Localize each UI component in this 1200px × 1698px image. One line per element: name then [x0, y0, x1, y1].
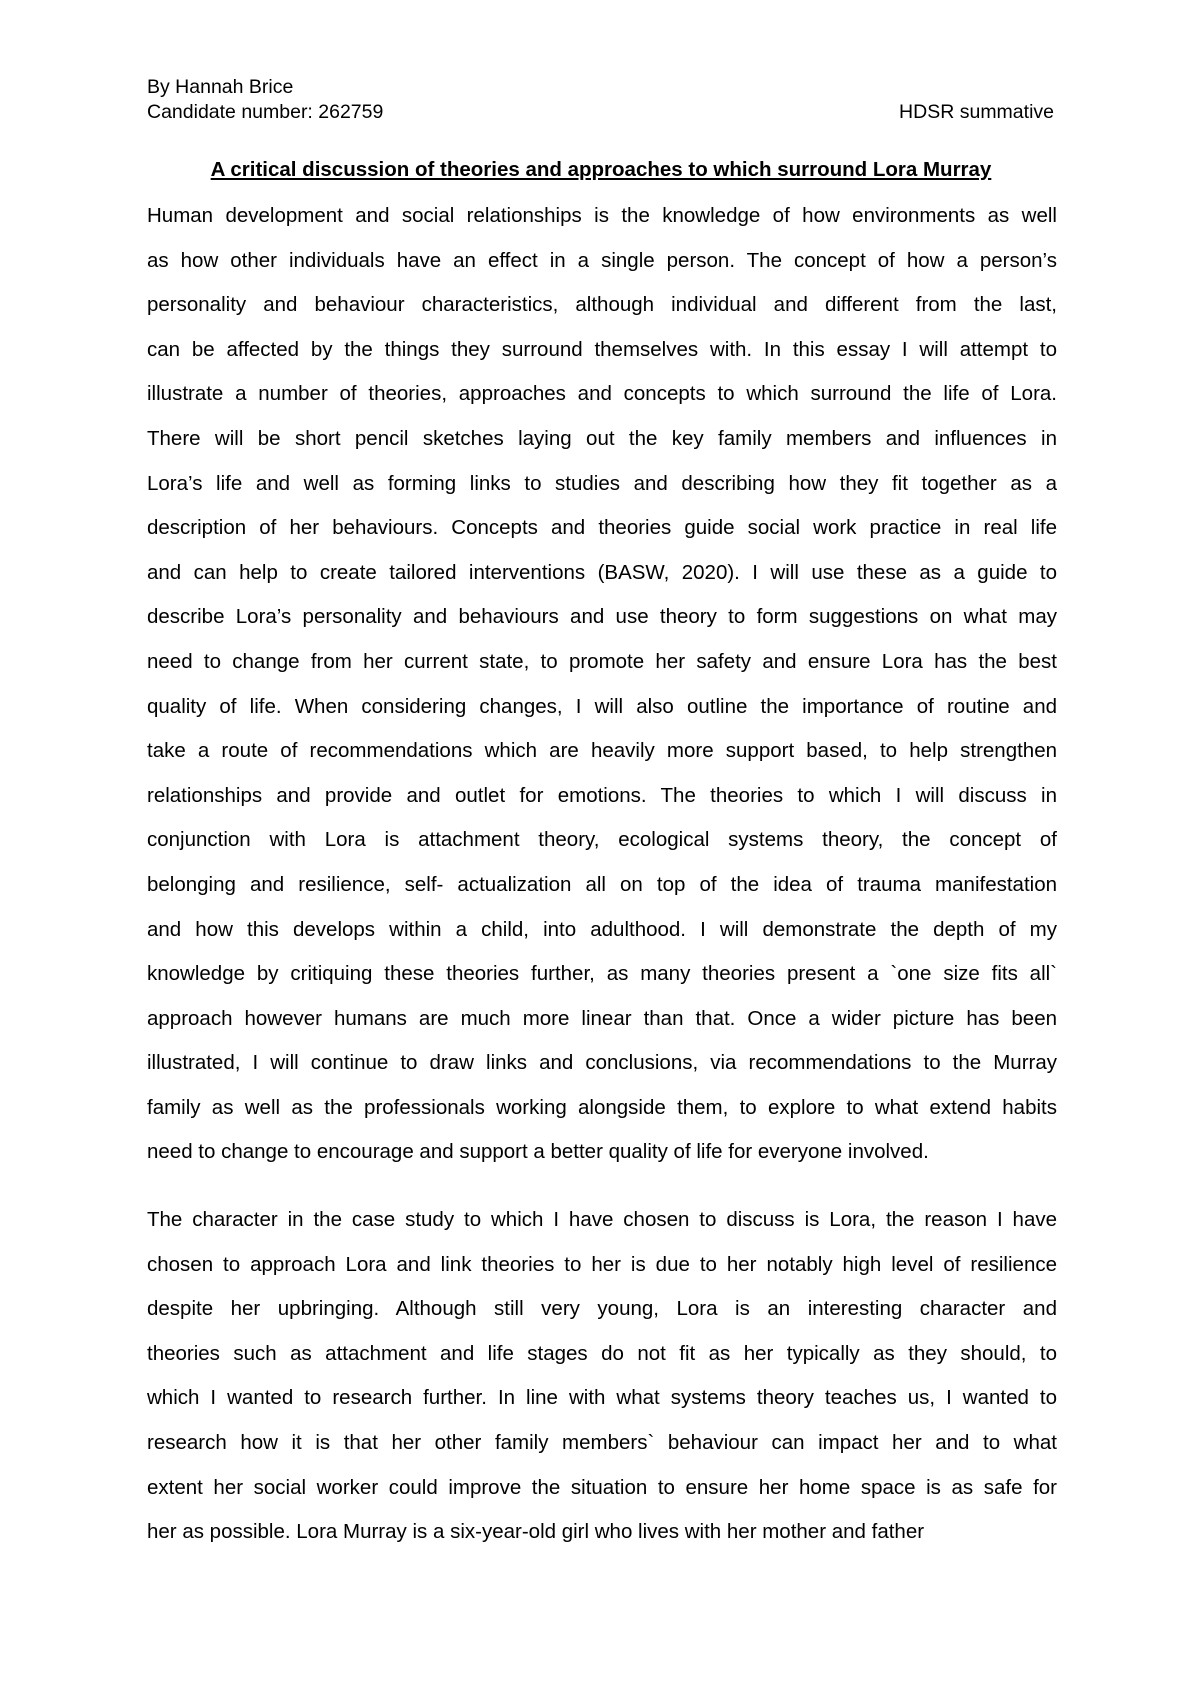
text-line: need to change to encourage and support a better quality of life for everyone involved.: [147, 1140, 929, 1164]
text-line: knowledge by critiquing these theories further, as many theories present a `one size fits all`: [147, 962, 1057, 986]
text-line: relationships and provide and outlet for emotions. The theories to which I will discuss in: [147, 783, 1057, 807]
text-line: as how other individuals have an effect in a single person. The concept of how a person’s: [147, 248, 1057, 272]
text-line: family as well as the professionals working alongside them, to explore to what extend habits: [147, 1095, 1057, 1119]
text-line: and can help to create tailored interventions (BASW, 2020). I will use these as a guide to: [147, 560, 1057, 584]
text-line: her as possible. Lora Murray is a six-year-old girl who lives with her mother and father: [147, 1520, 925, 1544]
text-line: and how this develops within a child, into adulthood. I will demonstrate the depth of my: [147, 917, 1057, 941]
module-label: HDSR summative: [899, 101, 1054, 123]
text-line: conjunction with Lora is attachment theory, ecological systems theory, the concept of: [147, 828, 1057, 852]
text-line: theories such as attachment and life stages do not fit as her typically as they should, to: [147, 1341, 1057, 1365]
text-line: which I wanted to research further. In line with what systems theory teaches us, I wanted to: [147, 1386, 1057, 1410]
text-line: chosen to approach Lora and link theories to her is due to her notably high level of resilience: [147, 1252, 1057, 1276]
candidate-number: Candidate number: 262759: [147, 101, 384, 123]
paragraph-case-study: [147, 1198, 1057, 1555]
text-line: Lora’s life and well as forming links to studies and describing how they fit together as a: [147, 471, 1057, 495]
text-line: describe Lora’s personality and behaviours and use theory to form suggestions on what may: [147, 605, 1057, 629]
text-line: There will be short pencil sketches laying out the key family members and influences in: [147, 426, 1057, 450]
text-line: belonging and resilience, self- actualization all on top of the idea of trauma manifestation: [147, 872, 1057, 896]
text-line: Human development and social relationships is the knowledge of how environments as well: [147, 204, 1057, 227]
text-line: take a route of recommendations which are heavily more support based, to help strengthen: [147, 739, 1057, 763]
text-line: approach however humans are much more linear than that. Once a wider picture has been: [147, 1006, 1057, 1030]
text-line: extent her social worker could improve the situation to ensure her home space is as safe for: [147, 1475, 1057, 1499]
text-line: description of her behaviours. Concepts and theories guide social work practice in real life: [147, 516, 1057, 540]
text-line: quality of life. When considering changes, I will also outline the importance of routine and: [147, 694, 1057, 718]
author-line: By Hannah Brice: [147, 76, 294, 98]
text-line: research how it is that her other family members` behaviour can impact her and to what: [147, 1430, 1057, 1454]
text-line: need to change from her current state, to promote her safety and ensure Lora has the best: [147, 649, 1057, 673]
text-line: personality and behaviour characteristics, although individual and different from the last,: [147, 293, 1057, 317]
text-line: illustrated, I will continue to draw links and conclusions, via recommendations to the Murray: [147, 1051, 1057, 1075]
text-line: The character in the case study to which I have chosen to discuss is Lora, the reason I have: [147, 1208, 1057, 1231]
essay-title: A critical discussion of theories and approaches to which surround Lora Murray: [210, 158, 992, 181]
text-line: illustrate a number of theories, approaches and concepts to which surround the life of Lora.: [147, 382, 1057, 406]
text-line: despite her upbringing. Although still very young, Lora is an interesting character and: [147, 1297, 1057, 1321]
paragraph-intro: [147, 194, 1057, 1175]
text-line: can be affected by the things they surround themselves with. In this essay I will attempt to: [147, 337, 1057, 361]
